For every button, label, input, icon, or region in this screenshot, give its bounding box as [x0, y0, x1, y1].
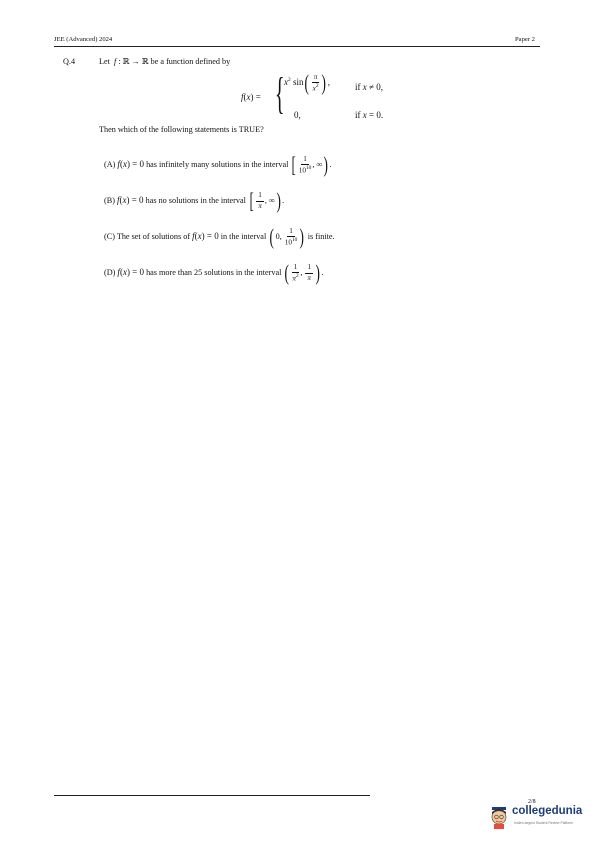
option-d-label: (D)	[104, 267, 116, 277]
question-number: Q.4	[63, 57, 76, 66]
option-c-label: (C)	[104, 231, 115, 241]
option-c-text-mid: in the interval	[220, 231, 267, 241]
option-b-text: has no solutions in the interval	[145, 195, 246, 205]
fx-label: f(x) =	[241, 92, 261, 102]
case1-condition: if	[355, 82, 361, 92]
question-prompt: Then which of the following statements is TRUE?	[99, 125, 264, 134]
brand-tagline: India's largest Student Review Platform	[514, 821, 574, 825]
case2-value: 0,	[294, 110, 301, 120]
footer-rule	[54, 795, 370, 796]
question-defined-by: be a function defined by	[150, 57, 231, 66]
case1-condition-line: if x ≠ 0,	[355, 82, 383, 92]
page-number: 2/8	[528, 799, 536, 805]
option-c[interactable]: (C) The set of solutions of f(x) = 0 in the interval (0, $\frac{1}{10^{10}}$ ) is finite.	[104, 224, 335, 249]
header-left: JEE (Advanced) 2024	[54, 36, 113, 43]
brand-mascot-icon	[488, 806, 510, 830]
brand-logo-text: collegedunia	[512, 805, 583, 817]
option-c-text-before: The set of solutions of	[116, 231, 191, 241]
option-a-text: has infinitely many solutions in the interval	[146, 159, 289, 169]
question-intro-line: Let f : ℝ → ℝ be a function defined by	[99, 57, 231, 66]
question-intro: Let	[99, 57, 110, 66]
option-b-label: (B)	[104, 195, 115, 205]
header-right: Paper 2	[515, 36, 535, 43]
case2-condition-line: if x = 0.	[355, 110, 384, 120]
intro-math: f	[111, 57, 117, 66]
header-rule	[54, 46, 540, 47]
option-c-text-after: is finite.	[307, 231, 335, 241]
option-a-label: (A)	[104, 159, 116, 169]
option-d-text: has more than 25 solutions in the interval	[146, 267, 282, 277]
option-a[interactable]: (A) f(x) = 0 has infinitely many solutions in the interval [ $\frac{1}{10^{10}}$ , ∞).	[104, 152, 332, 177]
option-d[interactable]: (D) f(x) = 0 has more than 25 solutions in the interval ( $\frac{1}{\pi^2}$ , $\frac{1}{\pi}$ ).	[104, 260, 324, 285]
piecewise-brace: {	[275, 69, 285, 118]
option-b[interactable]: (B) f(x) = 0 has no solutions in the interval [ $\frac{1}{\pi}$ , ∞).	[104, 188, 285, 213]
case1-expression: $x^2$ sin( $\frac{\pi}{x^2}$ ),	[284, 70, 330, 95]
case2-condition: if	[355, 110, 361, 120]
